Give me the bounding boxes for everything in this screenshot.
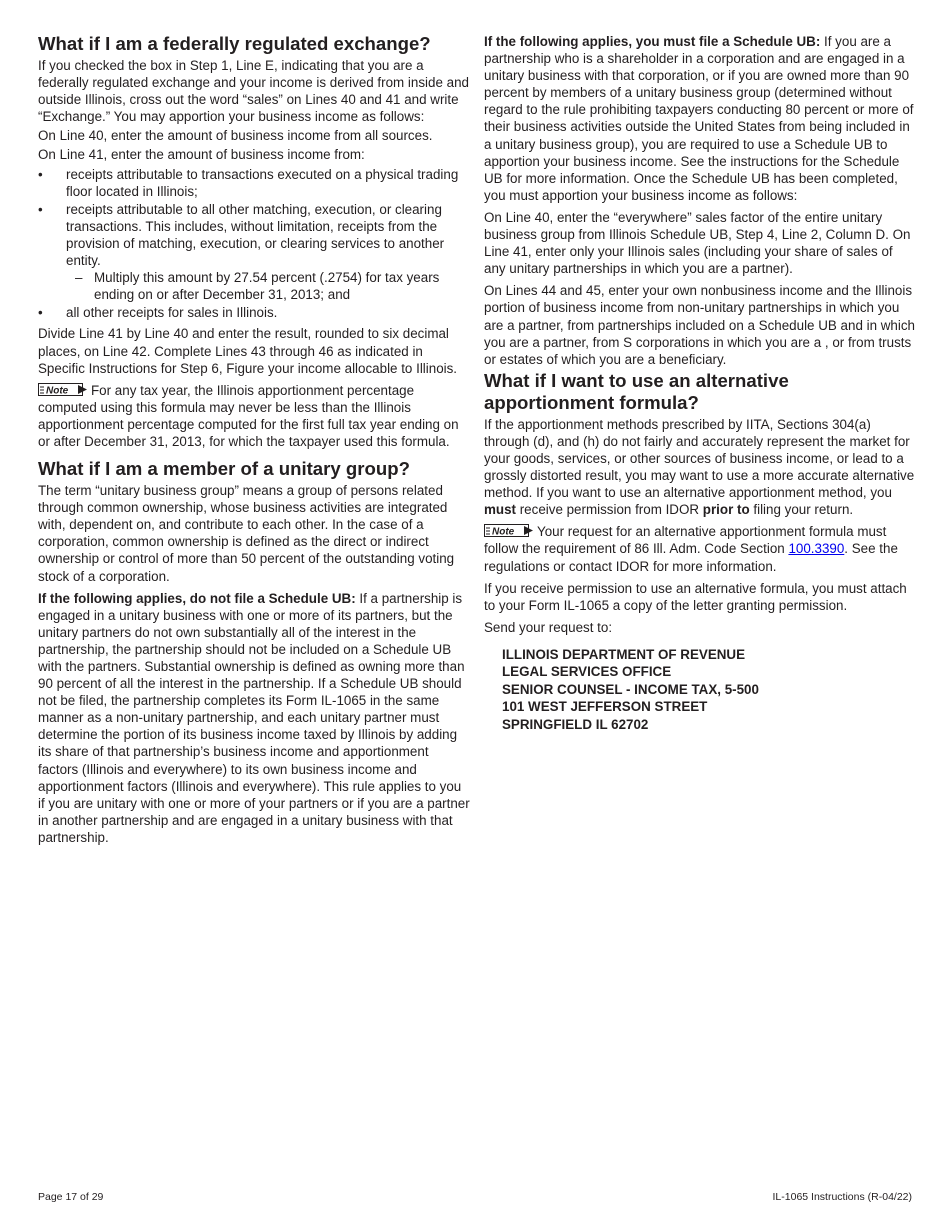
note-label: Note [46, 385, 69, 397]
address-line: 101 WEST JEFFERSON STREET [502, 699, 708, 715]
list-item-text: all other receipts for sales in Illinois. [66, 305, 278, 321]
alt-text-c: filing your return. [749, 502, 854, 518]
paragraph-divide: Divide Line 41 by Line 40 and enter the result, rounded to six decimal places, on Line 42. Complete Lines 43 through 46 as indicated in Specific Instructions for Step 6, Figure your income allocable to Illinois. [38, 326, 458, 376]
note-paragraph [484, 523, 916, 574]
note-icon [38, 383, 88, 397]
form-identifier: IL-1065 Instructions (R-04/22) [772, 1191, 912, 1203]
heading-federally-regulated-exchange: What if I am a federally regulated exchange? [38, 33, 431, 54]
sub-list [66, 269, 470, 303]
paragraph-do-not-file [38, 590, 470, 846]
paragraph-must-file [484, 33, 916, 204]
page-number: Page 17 of 29 [38, 1191, 104, 1203]
note-icon [484, 524, 534, 538]
alt-must: must [484, 502, 516, 518]
alt-prior-to: prior to [702, 502, 750, 518]
list-item-text: receipts attributable to transactions executed on a physical trading floor located in Illinois; [66, 166, 459, 199]
do-not-file-text: If a partnership is engaged in a unitary business with one or more of its partners, but the unitary partners do not own substantially all of the interest in the partnership, the partnership should not be included on a Schedule UB with the partners. Substantial ownership is defined as owning more than 90 percent of all the interest in the partnership. If a Schedule UB should not be filed, the partnership completes its Form IL-1065 in the same manner as a non-unitary partnership, and each unitary partner must determine the portion of its business income taxed by Illinois by adding its share of that partnership’s business income and apportionment factors (Illinois and everywhere) to its own business income and apportionment factors (Illinois and everywhere). This rule applies to you if you are unitary with one or more of your partners or if you are a partner in another partnership and are engaged in a unitary business with that partnership. [38, 590, 470, 845]
heading-alternative-formula: What if I want to use an alternative apportionment formula? [484, 369, 789, 413]
note-text: For any tax year, the Illinois apportionment percentage computed using this formula may never be less than the Illinois apportionment percentage computed for the first full tax year ending on or after December 31, 2013, for which the taxpayer used this formula. [38, 382, 459, 449]
do-not-file-label: If the following applies, do not file a Schedule UB: [38, 590, 356, 606]
paragraph-line-40-41: On Line 40, enter the “everywhere” sales factor of the entire unitary business group from Illinois Schedule UB, Step 4, Line 2, Column D. On Line 41, enter only your Illinois sales (including your share of sales of any unitary partnerships in which you are a partner). [484, 209, 911, 277]
note-label: Note [492, 526, 515, 538]
note-text-b: . See the regulations or contact IDOR for more information. [484, 541, 898, 574]
left-column [38, 33, 470, 851]
must-file-label: If the following applies, you must file a Schedule UB: [484, 34, 821, 49]
alt-text-b: receive permission from IDOR [516, 502, 703, 518]
right-column [484, 33, 916, 733]
receipts-list [38, 166, 470, 322]
note-paragraph [38, 382, 470, 450]
paragraph-alternative [484, 416, 916, 519]
list-item [38, 166, 470, 200]
heading-unitary-group: What if I am a member of a unitary group? [38, 458, 410, 480]
paragraph-line-40: On Line 40, enter the amount of business income from all sources. [38, 128, 433, 144]
list-item [38, 304, 470, 321]
paragraph-send-request: Send your request to: [484, 619, 613, 635]
paragraph-lines-44-45: On Lines 44 and 45, enter your own nonbusiness income and the Illinois portion of business income from non-unitary partnerships in which you are a partner, from partnerships included on a Schedule UB and in which you are a partner, from S corporations in which you are a , or from trusts or estates of which you are a beneficiary. [484, 283, 915, 367]
note-text-a: Your request for an alternative apportionment formula must follow the requirement of 86 Ill. Adm. Code Section [484, 524, 887, 557]
list-item [38, 201, 470, 304]
sub-list-item-text: Multiply this amount by 27.54 percent (.2754) for tax years ending on or after December 31, 2013; and [94, 270, 440, 303]
sub-list-item [66, 269, 470, 303]
address-line: ILLINOIS DEPARTMENT OF REVENUE [502, 646, 746, 662]
list-item-text: receipts attributable to all other matching, execution, or clearing transactions. This includes, without limitation, receipts from the provision of matching, execution, or clearing services to another entity. [66, 201, 445, 269]
address-line: SENIOR COUNSEL - INCOME TAX, 5-500 [502, 681, 759, 697]
regulation-link[interactable]: 100.3390 [788, 541, 845, 557]
address-line: LEGAL SERVICES OFFICE [502, 664, 672, 680]
must-file-text: If you are a partnership who is a shareholder in a corporation and are engaged in a unitary business with that corporation, or if you are owned more than 90 percent by members of a unitary business group (determined without regard to the rule prohibiting taxpayers conducting 80 percent or more of their business activities outside the United States from being included in a unitary business group), you are required to use a Schedule UB to apportion your business income. See the instructions for the Schedule UB for more information. Once the Schedule UB has been completed, you must apportion your business income as follows: [484, 34, 914, 203]
alt-text-a: If the apportionment methods prescribed by IITA, Sections 304(a) through (d), and (h) do not fairly and accurately represent the market for your goods, services, or other sources of business income, or lead to a grossly distorted result, you may want to use a more accurate alternative method. If you want to use an alternative apportionment method, you [484, 416, 915, 501]
paragraph-receive-permission: If you receive permission to use an alternative formula, you must attach to your Form IL-1065 a copy of the letter granting permission. [484, 580, 907, 613]
paragraph-unitary: The term “unitary business group” means a group of persons related through common ownership, whose business activities are integrated with, dependent on, and contribute to each other. In the case of a corporation, common ownership is defined as the direct or indirect ownership or control of more than 50 percent of the outstanding voting stock of a corporation. [38, 483, 455, 584]
paragraph-line-41: On Line 41, enter the amount of business income from: [38, 147, 365, 163]
paragraph-exchange-intro: If you checked the box in Step 1, Line E, indicating that you are a federally regulated exchange and your income is derived from inside and outside Illinois, cross out the word “sales” on Lines 40 and 41 and write “Exchange.” You may apportion your business income as follows: [38, 58, 469, 125]
mailing-address [502, 646, 916, 734]
address-line: SPRINGFIELD IL 62702 [502, 716, 649, 732]
